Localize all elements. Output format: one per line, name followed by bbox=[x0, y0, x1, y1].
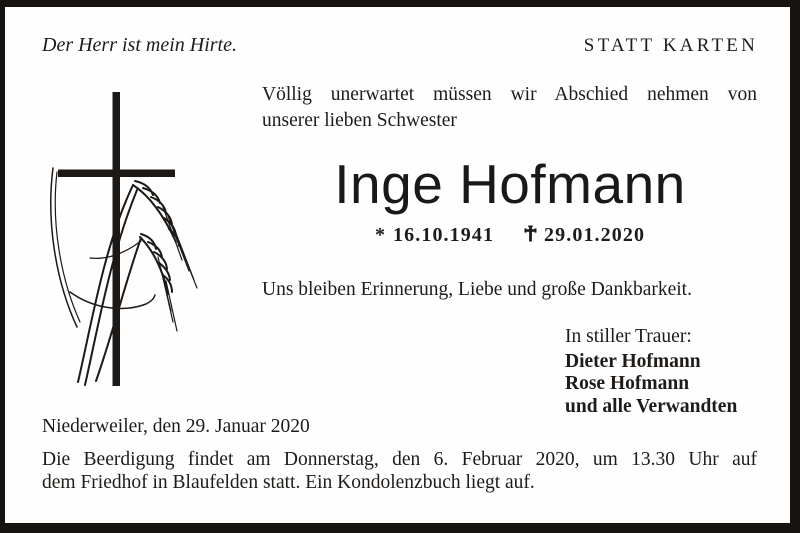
birth-date-group bbox=[375, 224, 494, 247]
mourners-list bbox=[565, 351, 737, 418]
funeral-line-2: dem Friedhof in Blaufelden statt. Ein Kondolenzbuch liegt auf. bbox=[42, 472, 535, 493]
intro-line-2: unserer lieben Schwester bbox=[262, 110, 457, 131]
mourner-name: Dieter Hofmann bbox=[565, 351, 701, 372]
place-and-date-line: Niederweiler, den 29. Januar 2020 bbox=[42, 416, 310, 437]
mourning-label: In stiller Trauer: bbox=[565, 326, 692, 347]
latin-cross-icon bbox=[524, 225, 537, 242]
funeral-line-1: Die Beerdigung findet am Donnerstag, den 6. Februar 2020, um 13.30 Uhr auf bbox=[42, 449, 757, 470]
death-date-group bbox=[524, 224, 645, 247]
mourner-name: Rose Hofmann bbox=[565, 373, 690, 395]
remembrance-line: Uns bleiben Erinnerung, Liebe und große Dankbarkeit. bbox=[262, 279, 692, 300]
deceased-name: Inge Hofmann bbox=[334, 153, 686, 215]
star-asterisk-icon: * bbox=[374, 224, 387, 246]
scripture-quote: Der Herr ist mein Hirte. bbox=[42, 34, 237, 56]
mourner-name: und alle Verwandten bbox=[565, 395, 738, 417]
birth-date: 16.10.1941 bbox=[393, 224, 495, 246]
death-date: 29.01.2020 bbox=[544, 224, 646, 246]
statt-karten-label: STATT KARTEN bbox=[583, 35, 758, 56]
life-dates bbox=[240, 224, 780, 247]
intro-paragraph bbox=[262, 82, 757, 134]
funeral-info-paragraph bbox=[42, 448, 757, 494]
intro-line-1: Völlig unerwartet müssen wir Abschied nehmen von bbox=[262, 84, 757, 105]
cross-wheat-illustration bbox=[40, 84, 200, 396]
